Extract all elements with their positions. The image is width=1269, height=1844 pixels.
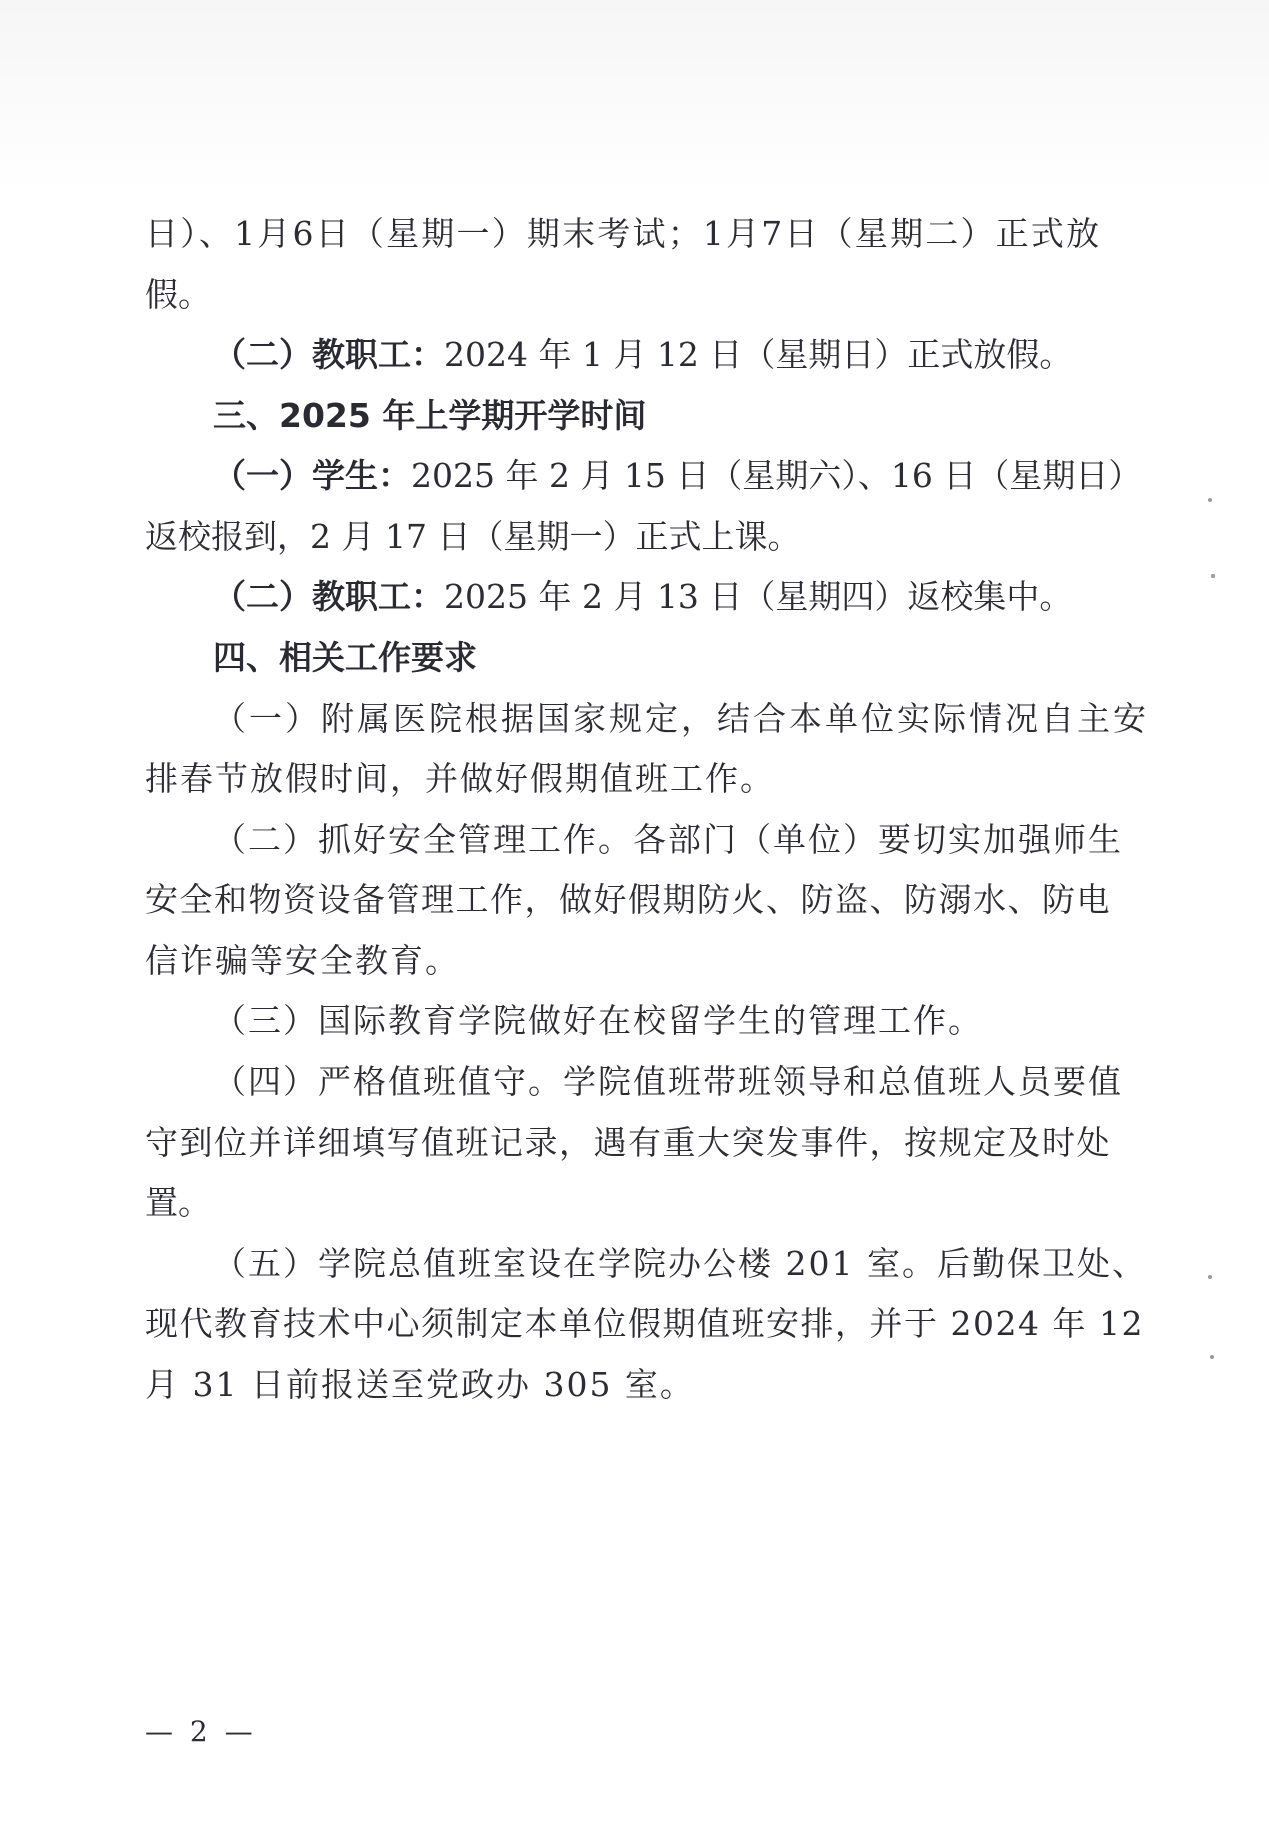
section-heading (213, 633, 1113, 683)
scan-shadow (0, 0, 1269, 190)
section-heading-text: 三、2025 年上学期开学时间 (213, 396, 647, 435)
scan-speck (1211, 574, 1215, 578)
paragraph-line (213, 1057, 1125, 1107)
paragraph-line (145, 512, 1125, 562)
text-line: 安全和物资设备管理工作，做好假期防火、防盗、防溺水、防电 (145, 880, 1111, 919)
section-heading-text: 四、相关工作要求 (213, 638, 477, 677)
paragraph-line (145, 875, 1125, 925)
paragraph-line (213, 572, 1113, 622)
text-line: 2025 年 2 月 15 日（星期六）、16 日（星期日） (411, 456, 1142, 495)
text-line: 排春节放假时间，并做好假期值班工作。 (145, 759, 775, 798)
text-line: 日）、1月6日（星期一）期末考试；1月7日（星期二）正式放 (145, 214, 1102, 253)
paragraph-line (213, 694, 1149, 744)
text-line: （二）抓好安全管理工作。各部门（单位）要切实加强师生 (213, 820, 1123, 859)
scan-speck (1208, 1275, 1212, 1279)
paragraph-line (145, 1118, 1125, 1168)
text-line: 假。 (145, 275, 211, 314)
text-line: 2025 年 2 月 13 日（星期四）返校集中。 (444, 577, 1073, 616)
text-line: 返校报到，2 月 17 日（星期一）正式上课。 (145, 517, 801, 556)
paragraph-line (145, 270, 1125, 320)
text-line: 信诈骗等安全教育。 (145, 941, 460, 980)
paragraph-line (213, 330, 1113, 380)
section-heading (213, 391, 1113, 441)
text-line: 守到位并详细填写值班记录，遇有重大突发事件，按规定及时处 (145, 1123, 1111, 1162)
page-number: — 2 — (145, 1715, 257, 1748)
text-line: （三）国际教育学院做好在校留学生的管理工作。 (213, 1001, 983, 1040)
subheading-label: （二）教职工： (213, 335, 444, 374)
paragraph-line (145, 1360, 1125, 1410)
paragraph-line (145, 209, 1125, 259)
subheading-label: （二）教职工： (213, 577, 444, 616)
scan-speck (1210, 1355, 1214, 1359)
text-line: （四）严格值班值守。学院值班带班领导和总值班人员要值 (213, 1062, 1123, 1101)
text-line: 月 31 日前报送至党政办 305 室。 (145, 1365, 695, 1404)
paragraph-line (145, 1178, 1125, 1228)
paragraph-line (213, 815, 1125, 865)
paragraph-line (213, 1239, 1147, 1289)
text-line: 2024 年 1 月 12 日（星期日）正式放假。 (444, 335, 1073, 374)
subheading-label: （一）学生： (213, 456, 411, 495)
paragraph-line (145, 754, 1125, 804)
paragraph-line (145, 936, 1125, 986)
paragraph-line (213, 996, 1125, 1046)
paragraph-line (213, 451, 1142, 501)
text-line: （五）学院总值班室设在学院办公楼 201 室。后勤保卫处、 (213, 1244, 1147, 1283)
text-line: （一）附属医院根据国家规定，结合本单位实际情况自主安 (213, 699, 1149, 738)
text-line: 现代教育技术中心须制定本单位假期值班安排，并于 2024 年 12 (145, 1304, 1144, 1343)
scan-speck (1208, 498, 1212, 502)
text-line: 置。 (145, 1183, 211, 1222)
paragraph-line (145, 1299, 1144, 1349)
